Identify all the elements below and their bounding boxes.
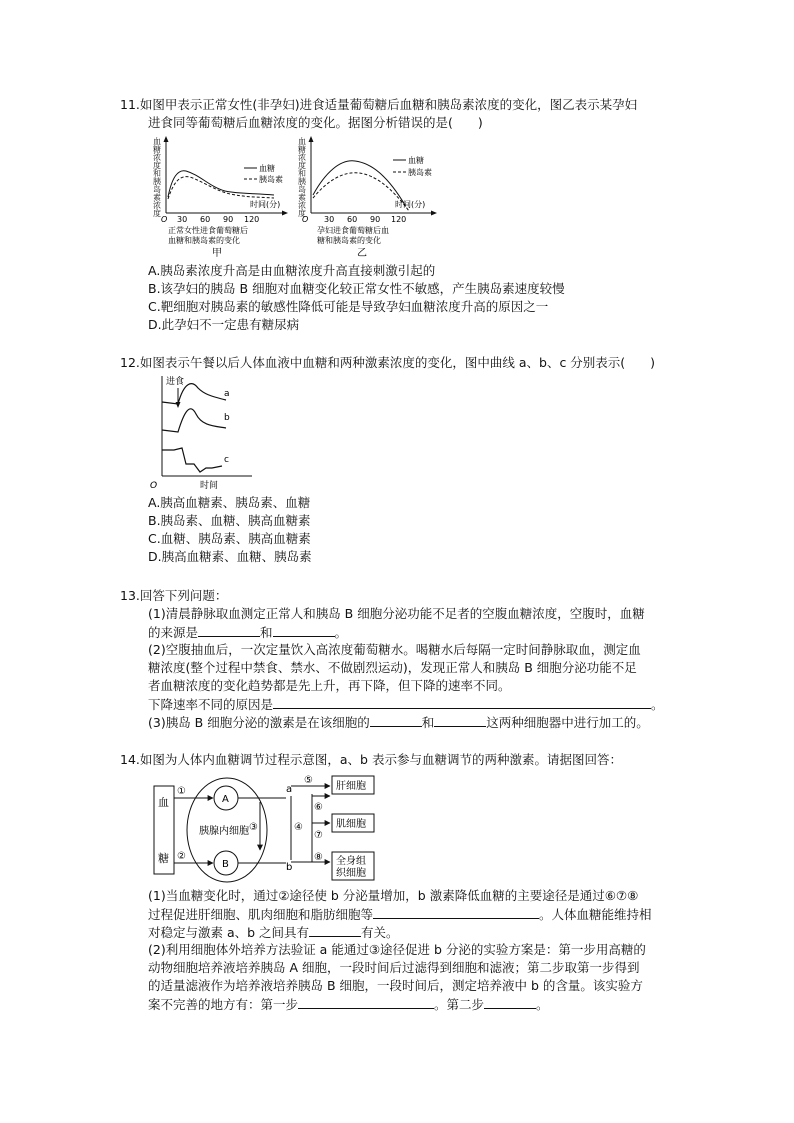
tick-label: 90 [370,215,381,224]
tick-label: 60 [347,215,358,224]
ylabel-char: 岛 [153,185,161,194]
answer-blank[interactable] [198,624,260,637]
q14-part2-line4 [148,996,549,1013]
q13-part3-text: 和 [421,715,435,730]
q11-option-b[interactable]: B.该孕妇的胰岛 B 细胞对血糖变化较正常女性不敏感，产生胰岛素速度较慢 [148,281,565,296]
path-5-label: ⑤ [304,775,313,786]
curve-a-label: a [224,389,230,399]
q12-option-d[interactable]: D.胰高血糖素、血糖、胰岛素 [148,549,312,564]
curve-c-label: c [224,455,229,465]
q13-part2-text: 。 [651,697,664,712]
q13-part3-line [148,714,649,731]
ylabel-char: 和 [298,169,306,178]
q14-part2-text: 。第二步 [434,997,485,1012]
answer-blank[interactable] [373,906,539,919]
tissue-cell-label: 全身组 [336,856,366,867]
hormone-b-label: b [286,862,293,873]
ylabel-char: 浓 [298,153,306,162]
x-axis-arrow [431,211,437,216]
figure-caption: 糖和胰岛素的变化 [317,236,381,245]
ylabel-char: 糖 [298,145,306,154]
q11-option-d[interactable]: D.此孕妇不一定患有糖尿病 [148,317,300,332]
tick-label: 60 [200,215,211,224]
figure-name: 甲 [212,248,222,259]
q14-part2-text: 。 [536,997,549,1012]
glucose-curve [313,161,405,205]
legend-glucose: 血糖 [408,156,424,165]
answer-blank[interactable] [484,996,536,1009]
figure-caption: 血糖和胰岛素的变化 [168,236,240,245]
path-1-label: ① [177,786,186,797]
q14-part1-line1: (1)当血糖变化时，通过②途径使 b 分泌量增加，b 激素降低血糖的主要途径是通过⑥⑦⑧ [148,888,639,903]
answer-blank[interactable] [309,924,361,937]
ylabel-char: 浓 [153,201,161,210]
ylabel-char: 素 [298,193,306,202]
q14-part1-text: 有关。 [361,925,399,940]
ylabel-char: 度 [298,161,306,170]
q14-stem: 14.如图为人体内血糖调节过程示意图，a、b 表示参与血糖调节的两种激素。请据图回答： [120,752,622,767]
q14-part1-text: 对稳定与激素 a、b 之间具有 [148,925,310,940]
curve-b [162,409,226,432]
tissue-cell-label: 织细胞 [336,868,366,879]
ylabel-char: 浓 [298,201,306,210]
ylabel-char: 素 [153,193,161,202]
path-2-label: ② [177,851,186,862]
ylabel-char: 血 [153,137,161,146]
q13-part2-text: 下降速率不同的原因是 [148,697,274,712]
tick-label: 120 [391,215,407,224]
q14-part1-text: 过程促进肝细胞、肌肉细胞和脂肪细胞等 [148,907,374,922]
cell-b-label: B [222,859,229,870]
figure-caption: 孕妇进食葡萄糖后血 [317,226,389,235]
tick-label: 90 [223,215,234,224]
q13-part1-text: 的来源是 [148,625,199,640]
sugar-label: 糖 [158,852,169,865]
ylabel-char: 浓 [153,153,161,162]
q13-stem: 13.回答下列问题： [120,588,228,603]
curve-c [162,448,222,472]
q12-option-c[interactable]: C.血糖、胰岛素、胰高血糖素 [148,531,311,546]
q14-part1-line3 [148,924,399,941]
q12-figure [148,372,268,490]
curve-b-label: b [224,413,230,423]
cell-a-label: A [222,794,229,805]
x-axis-label: 时间(分) [250,200,281,209]
q14-part2-line3: 的适量滤液作为培养液培养胰岛 B 细胞，一段时间后，测定培养液中 b 的含量。该实验方 [148,978,643,993]
q13-part2-line1: (2)空腹抽血后，一次定量饮入高浓度葡萄糖水。喝糖水后每隔一定时间静脉取血，测定血 [148,642,641,657]
ylabel-char: 岛 [298,185,306,194]
origin-label: O [161,215,168,224]
ylabel-char: 度 [153,209,161,218]
answer-blank[interactable] [273,624,335,637]
q13-part1-line1: (1)清晨静脉取血测定正常人和胰岛 B 细胞分泌功能不足者的空腹血糖浓度，空腹时，血糖 [148,606,645,621]
ylabel-char: 度 [153,161,161,170]
muscle-cell-label: 肌细胞 [336,819,366,830]
q13-part3-text: (3)胰岛 B 细胞分泌的激素是在该细胞的 [148,715,370,730]
ylabel-char: 胰 [153,177,161,186]
legend-glucose: 血糖 [259,164,275,173]
hormone-a-label: a [286,784,293,795]
path-7-label: ⑦ [314,830,323,841]
legend-insulin: 胰岛素 [259,175,283,184]
q11-jia-ylabel [153,136,161,218]
path-6-label: ⑥ [314,802,323,813]
q13-part2-line2: 糖浓度(整个过程中禁食、禁水、不做剧烈运动)，发现正常人和胰岛 B 细胞分泌功能不足 [148,660,637,675]
q13-part3-text: 这两种细胞器中进行加工的。 [486,715,649,730]
figure-name: 乙 [357,248,367,259]
q14-part1-text: 。人体血糖能维持相 [539,907,652,922]
q13-part1-text: 。 [334,625,348,640]
ylabel-char: 和 [153,169,161,178]
y-axis-arrow [164,136,169,142]
ylabel-char: 糖 [153,145,161,154]
q14-diagram [152,772,384,884]
tick-label: 120 [244,215,260,224]
pancreas-label: 胰腺内细胞 [199,826,249,837]
q14-part2-text: 案不完善的地方有：第一步 [148,997,299,1012]
path-4-label: ④ [294,822,303,833]
q14-part2-line2: 动物细胞培养液培养胰岛 A 细胞，一段时间后过滤得到细胞和滤液；第二步取第一步得到 [148,960,640,975]
blood-label: 血 [158,796,169,809]
legend-insulin: 胰岛素 [408,168,432,177]
x-axis-arrow [282,211,288,216]
y-axis-arrow [309,136,314,142]
q11-figure-yi [295,135,440,260]
q13-part1-line2 [148,624,347,641]
q13-part2-line3: 者血糖浓度的变化趋势都是先上升，再下降，但下降的速率不同。 [148,678,511,693]
liver-cell-label: 肝细胞 [336,781,366,792]
x-axis-label: 时间(分) [395,200,426,209]
q11-figure-jia [150,135,290,260]
figure-caption: 正常女性进食葡萄糖后 [168,226,248,235]
tick-label: 30 [177,215,188,224]
answer-blank[interactable] [273,696,651,709]
q14-part1-line2 [148,906,652,923]
q13-part1-text: 和 [260,625,273,640]
q11-option-a[interactable]: A.胰岛素浓度升高是由血糖浓度升高直接刺激引起的 [148,263,436,278]
q11-yi-ylabel [298,136,306,218]
ylabel-char: 度 [298,209,306,218]
q12-option-a[interactable]: A.胰高血糖素、胰岛素、血糖 [148,495,311,510]
q13-part2-line4 [148,696,664,713]
path-8-label: ⑧ [314,852,323,863]
origin-label: O [302,215,309,224]
ylabel-char: 胰 [298,177,306,186]
q11-stem-line2: 进食同等葡萄糖后血糖浓度的变化。据图分析错误的是( ) [148,115,483,130]
q12-option-b[interactable]: B.胰岛素、血糖、胰高血糖素 [148,513,311,528]
x-axis-label: 时间 [200,481,219,490]
answer-blank[interactable] [370,714,422,727]
tick-label: 30 [324,215,335,224]
ylabel-char: 血 [298,137,306,146]
answer-blank[interactable] [434,714,486,727]
q11-option-c[interactable]: C.靶细胞对胰岛素的敏感性降低可能是导致孕妇血糖浓度升高的原因之一 [148,299,549,314]
path-3-label: ③ [249,822,258,833]
eat-label: 进食 [166,377,185,387]
origin-label: O [150,481,158,490]
q14-part2-line1: (2)利用细胞体外培养方法验证 a 能通过③途径促进 b 分泌的实验方案是：第一步用高糖的 [148,942,646,957]
answer-blank[interactable] [298,996,434,1009]
q12-stem: 12.如图表示午餐以后人体血液中血糖和两种激素浓度的变化，图中曲线 a、b、c 分别表示( ) [120,355,656,370]
q11-stem-line1: 11.如图甲表示正常女性(非孕妇)进食适量葡萄糖后血糖和胰岛素浓度的变化，图乙表示某孕妇 [120,97,638,112]
